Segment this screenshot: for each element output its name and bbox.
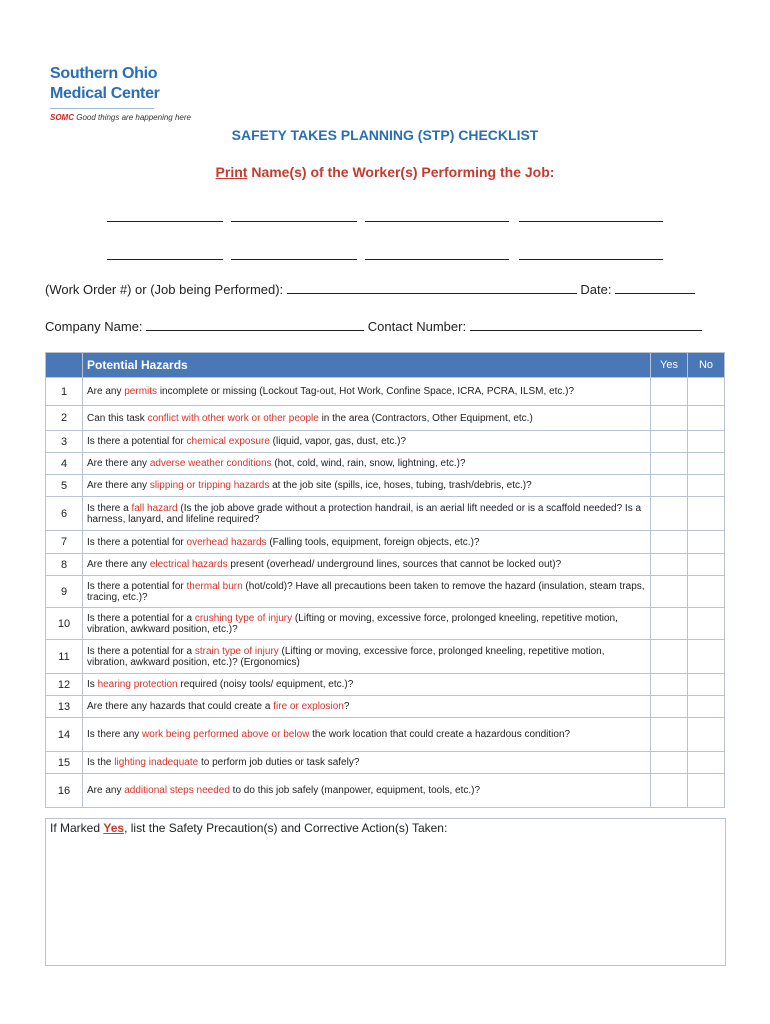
company-field[interactable] [146,318,364,331]
logo-line-1: Southern Ohio [50,65,158,82]
worker-name-field[interactable] [231,247,357,260]
yes-checkbox-cell[interactable] [651,718,688,752]
contact-label: Contact Number: [367,319,467,334]
row-number: 15 [46,752,83,774]
no-checkbox-cell[interactable] [688,752,725,774]
question-pre: Are any [87,785,125,796]
question-post: ? [343,701,350,712]
yes-checkbox-cell[interactable] [651,752,688,774]
hazard-question [83,431,651,453]
yes-checkbox-cell[interactable] [651,608,688,640]
hazard-question [83,640,651,674]
row-number: 8 [46,554,83,576]
worker-name-field[interactable] [365,209,509,222]
row-number: 13 [46,696,83,718]
table-row [46,531,725,554]
question-highlight: additional steps needed [124,785,230,796]
question-highlight: strain type of injury [194,645,279,657]
logo-line-2: Medical Center [50,85,160,102]
yes-checkbox-cell[interactable] [651,554,688,576]
row-number: 5 [46,475,83,497]
question-highlight: hearing protection [97,679,178,690]
worker-name-field[interactable] [519,247,663,260]
hazard-question [83,608,651,640]
question-highlight: thermal burn [186,580,243,592]
yes-checkbox-cell[interactable] [651,531,688,554]
row-number: 2 [46,406,83,431]
question-highlight: adverse weather conditions [149,458,272,469]
yes-checkbox-cell[interactable] [651,406,688,431]
question-highlight: electrical hazards [149,559,228,570]
yes-checkbox-cell[interactable] [651,774,688,808]
table-row [46,497,725,531]
table-row [46,718,725,752]
header-yes: Yes [651,353,688,378]
question-highlight: overhead hazards [186,536,267,548]
question-pre: Are there any [87,559,150,570]
row-number: 3 [46,431,83,453]
question-post: to do this job safely (manpower, equipment, tools, etc.)? [229,785,481,796]
question-post: (Lifting or moving, excessive force, prolonged kneeling, repetitive motion, vibration, awkward position, etc.)? (Ergonomics) [87,645,605,668]
yes-checkbox-cell[interactable] [651,640,688,674]
question-post: (Is the job above grade without a protection handrail, is an aerial lift needed or is a scaffold needed? Is a harness, lanyard, and lifeline required? [87,502,642,525]
question-post: required (noisy tools/ equipment, etc.)? [177,679,354,690]
question-post: (Lifting or moving, excessive force, prolonged kneeling, repetitive motion, vibration, awkward position, etc.)? [87,612,618,635]
question-post: to perform job duties or task safely? [198,757,360,768]
hazard-question [83,554,651,576]
date-field[interactable] [615,281,695,294]
hazard-question [83,378,651,406]
no-checkbox-cell[interactable] [688,431,725,453]
question-post: (liquid, vapor, gas, dust, etc.)? [269,436,407,447]
question-post: (Falling tools, equipment, foreign objects, etc.)? [266,536,480,548]
table-row [46,378,725,406]
table-row [46,431,725,453]
question-highlight: work being performed above or below [142,729,310,740]
row-number: 11 [46,640,83,674]
header-hazards: Potential Hazards [83,353,651,378]
yes-checkbox-cell[interactable] [651,576,688,608]
yes-checkbox-cell[interactable] [651,431,688,453]
row-number: 10 [46,608,83,640]
hazard-question [83,406,651,431]
hazard-question [83,475,651,497]
yes-checkbox-cell[interactable] [651,378,688,406]
worker-name-field[interactable] [519,209,663,222]
question-highlight: conflict with other work or other people [147,412,319,424]
hazard-question [83,696,651,718]
yes-checkbox-cell[interactable] [651,497,688,531]
question-pre: Are there any [87,458,150,469]
no-checkbox-cell[interactable] [688,497,725,531]
logo-tag-mark: SOMC [50,113,74,122]
hazard-question [83,576,651,608]
no-checkbox-cell[interactable] [688,475,725,497]
table-row [46,406,725,431]
question-pre: Is there a potential for a [87,645,195,657]
header-no: No [688,353,725,378]
row-number: 7 [46,531,83,554]
question-pre: Are there any [87,480,150,491]
corrective-action-box[interactable] [45,818,726,966]
question-post: at the job site (spills, ice, hoses, tubing, trash/debris, etc.)? [269,480,532,491]
contact-field[interactable] [470,318,702,331]
hazard-question [83,497,651,531]
row-number: 1 [46,378,83,406]
question-highlight: fire or explosion [273,701,344,712]
logo-tagline-text: Good things are happening here [76,113,191,122]
work-order-label: (Work Order #) or (Job being Performed): [45,282,284,297]
table-row [46,554,725,576]
table-row [46,752,725,774]
hazards-body [46,378,725,808]
hazard-question [83,453,651,475]
no-checkbox-cell[interactable] [688,674,725,696]
question-post: (hot, cold, wind, rain, snow, lightning, etc.)? [271,458,466,469]
question-pre: Is there a potential for [87,436,187,447]
yes-checkbox-cell[interactable] [651,475,688,497]
action-pre: If Marked [50,821,104,835]
question-highlight: lighting inadequate [114,757,199,768]
row-number: 9 [46,576,83,608]
question-post: (hot/cold)? Have all precautions been taken to remove the hazard (insulation, steam traps, tracing, etc.)? [87,580,645,603]
row-number: 12 [46,674,83,696]
table-header-row [46,353,725,378]
question-pre: Is there a potential for [87,580,187,592]
no-checkbox-cell[interactable] [688,531,725,554]
no-checkbox-cell[interactable] [688,774,725,808]
question-post: in the area (Contractors, Other Equipment, etc.) [318,412,533,424]
logo [50,64,191,122]
table-row [46,774,725,808]
question-highlight: chemical exposure [186,436,270,447]
subtitle-underlined: Print [215,164,248,180]
question-post: the work location that could create a hazardous condition? [309,729,571,740]
question-pre: Is there a potential for [87,536,187,548]
question-highlight: permits [124,386,158,397]
no-checkbox-cell[interactable] [688,406,725,431]
action-post: , list the Safety Precaution(s) and Corrective Action(s) Taken: [124,821,448,835]
question-pre: Is the [87,757,115,768]
work-order-field[interactable] [287,281,577,294]
question-pre: Is there any [87,729,143,740]
no-checkbox-cell[interactable] [688,696,725,718]
question-pre: Is there a [87,502,132,514]
hazard-question [83,718,651,752]
worker-name-field[interactable] [231,209,357,222]
corrective-action-label [50,821,447,835]
hazard-question [83,752,651,774]
row-number: 14 [46,718,83,752]
no-checkbox-cell[interactable] [688,453,725,475]
page-title: SAFETY TAKES PLANNING (STP) CHECKLIST [231,127,539,143]
no-checkbox-cell[interactable] [688,718,725,752]
date-label: Date: [580,282,612,297]
question-pre: Is there a potential for a [87,612,195,624]
table-row [46,674,725,696]
no-checkbox-cell[interactable] [688,608,725,640]
question-pre: Is [87,679,98,690]
worker-name-field[interactable] [107,247,223,260]
question-highlight: crushing type of injury [194,612,293,624]
company-label: Company Name: [45,319,143,334]
table-row [46,696,725,718]
work-order-line [45,281,695,297]
yes-checkbox-cell[interactable] [651,696,688,718]
no-checkbox-cell[interactable] [688,576,725,608]
yes-checkbox-cell[interactable] [651,674,688,696]
worker-name-field[interactable] [365,247,509,260]
action-yes: Yes [103,821,125,835]
question-post: incomplete or missing (Lockout Tag-out, Hot Work, Confine Space, ICRA, PCRA, ILSM, etc.)? [157,386,575,397]
no-checkbox-cell[interactable] [688,554,725,576]
question-highlight: fall hazard [131,502,178,514]
hazard-question [83,774,651,808]
logo-rule [50,108,154,109]
no-checkbox-cell[interactable] [688,378,725,406]
table-row [46,608,725,640]
question-pre: Are there any hazards that could create a [87,701,274,712]
logo-tagline [50,113,191,122]
table-row [46,576,725,608]
question-pre: Can this task [87,412,148,424]
table-row [46,453,725,475]
row-number: 6 [46,497,83,531]
table-row [46,475,725,497]
question-pre: Are any [87,386,125,397]
question-highlight: slipping or tripping hazards [149,480,270,491]
company-line [45,318,702,334]
subtitle-rest: Name(s) of the Worker(s) Performing the Job: [247,164,555,180]
page-subtitle [0,164,770,180]
worker-name-field[interactable] [107,209,223,222]
row-number: 4 [46,453,83,475]
table-row [46,640,725,674]
no-checkbox-cell[interactable] [688,640,725,674]
hazard-question [83,674,651,696]
yes-checkbox-cell[interactable] [651,453,688,475]
hazards-table [45,352,725,808]
row-number: 16 [46,774,83,808]
header-number [46,353,83,378]
question-post: present (overhead/ underground lines, sources that cannot be locked out)? [227,559,562,570]
hazard-question [83,531,651,554]
